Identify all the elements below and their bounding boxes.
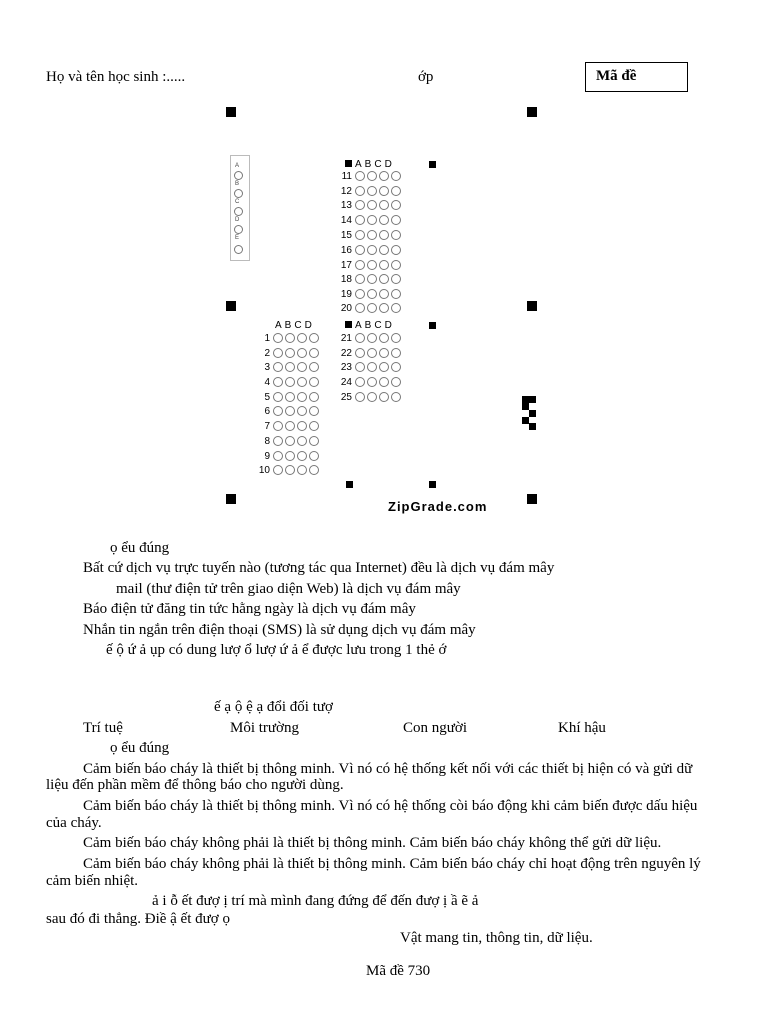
bubble-b[interactable]	[367, 274, 377, 284]
bubble-b[interactable]	[367, 289, 377, 299]
registration-mark	[429, 161, 436, 168]
id-bubble[interactable]	[234, 171, 243, 180]
bubble-d[interactable]	[391, 260, 401, 270]
bubble-b[interactable]	[367, 260, 377, 270]
bubble-a[interactable]	[273, 465, 283, 475]
bubble-d[interactable]	[391, 245, 401, 255]
footer-exam-code: Mã đề 730	[366, 963, 431, 979]
bubble-d[interactable]	[391, 392, 401, 402]
class-label: ớp	[418, 69, 434, 85]
bubble-a[interactable]	[355, 245, 365, 255]
bubble-a[interactable]	[273, 392, 283, 402]
bubble-b[interactable]	[285, 436, 295, 446]
bubble-b[interactable]	[285, 377, 295, 387]
answer-row: 12	[338, 186, 403, 200]
bubble-c[interactable]	[297, 362, 307, 372]
bubble-d[interactable]	[391, 348, 401, 358]
bubble-d[interactable]	[391, 333, 401, 343]
bubble-a[interactable]	[355, 274, 365, 284]
bubble-a[interactable]	[355, 289, 365, 299]
id-bubble[interactable]	[234, 225, 243, 234]
bubble-c[interactable]	[379, 392, 389, 402]
answer-option: Khí hậu	[558, 720, 606, 736]
id-bubble[interactable]	[234, 245, 243, 254]
bubble-a[interactable]	[355, 392, 365, 402]
bubble-c[interactable]	[297, 348, 307, 358]
bubble-a[interactable]	[355, 230, 365, 240]
answer-row: 21	[338, 333, 403, 347]
bubble-a[interactable]	[355, 348, 365, 358]
bubble-a[interactable]	[355, 260, 365, 270]
column-header-left: ABCD	[275, 320, 315, 331]
bubble-a[interactable]	[355, 377, 365, 387]
bubble-c[interactable]	[379, 377, 389, 387]
registration-mark	[226, 107, 236, 117]
bubble-c[interactable]	[379, 289, 389, 299]
answer-row: 5	[256, 392, 321, 406]
bubble-c[interactable]	[297, 465, 307, 475]
answer-row: 19	[338, 289, 403, 303]
bubble-d[interactable]	[391, 215, 401, 225]
bubble-a[interactable]	[355, 171, 365, 181]
bubble-a[interactable]	[273, 348, 283, 358]
id-letter: B	[235, 181, 240, 187]
answer-row: 23	[338, 362, 403, 376]
answer-option-continued: cảm biến nhiệt.	[46, 873, 139, 889]
bubble-b[interactable]	[367, 303, 377, 313]
bubble-a[interactable]	[355, 215, 365, 225]
bubble-a[interactable]	[273, 421, 283, 431]
answer-option: Cảm biến báo cháy là thiết bị thông minh. Vì nó có hệ thống còi báo động khi cảm biến được dấu hiệu	[83, 798, 698, 814]
answer-row: 2	[256, 348, 321, 362]
bubble-c[interactable]	[297, 333, 307, 343]
bubble-c[interactable]	[297, 377, 307, 387]
student-name-label: Họ và tên học sinh :.....	[46, 69, 186, 85]
answer-row: 10	[256, 465, 321, 479]
bubble-b[interactable]	[285, 451, 295, 461]
bubble-d[interactable]	[309, 451, 319, 461]
bubble-b[interactable]	[367, 200, 377, 210]
bubble-d[interactable]	[309, 333, 319, 343]
bubble-c[interactable]	[379, 362, 389, 372]
bubble-c[interactable]	[379, 171, 389, 181]
answer-option-continued: của cháy.	[46, 815, 102, 831]
bubble-b[interactable]	[285, 348, 295, 358]
answer-option: Môi trường	[230, 720, 299, 736]
bubble-b[interactable]	[367, 215, 377, 225]
answer-row: 18	[338, 274, 403, 288]
answer-row: 15	[338, 230, 403, 244]
bubble-b[interactable]	[367, 245, 377, 255]
bubble-a[interactable]	[273, 377, 283, 387]
answer-option: Cảm biến báo cháy không phải là thiết bị thông minh. Cảm biến báo cháy không thể gửi dữ liệu.	[83, 835, 662, 851]
bubble-a[interactable]	[355, 362, 365, 372]
bubble-a[interactable]	[355, 333, 365, 343]
column-header-right-top: ABCD	[345, 159, 395, 170]
bubble-c[interactable]	[297, 436, 307, 446]
answer-row: 24	[338, 377, 403, 391]
bubble-c[interactable]	[379, 186, 389, 196]
bubble-d[interactable]	[391, 289, 401, 299]
registration-mark	[226, 494, 236, 504]
exam-code-label: Mã đề	[596, 68, 637, 84]
question-stem: ả i ỗ ết đượ ị trí mà mình đang đứng để đến đượ ị ầ ẽ ả	[152, 893, 479, 909]
answer-option: Bất cứ dịch vụ trực tuyến nào (tương tác qua Internet) đều là dịch vụ đám mây	[83, 560, 555, 576]
bubble-c[interactable]	[379, 230, 389, 240]
bubble-d[interactable]	[391, 303, 401, 313]
answer-row: 25	[338, 392, 403, 406]
registration-mark	[527, 107, 537, 117]
bubble-d[interactable]	[309, 348, 319, 358]
bubble-b[interactable]	[285, 333, 295, 343]
answer-option: mail (thư điện tử trên giao diện Web) là dịch vụ đám mây	[116, 581, 461, 597]
bubble-b[interactable]	[285, 362, 295, 372]
answer-row: 1	[256, 333, 321, 347]
answer-row: 8	[256, 436, 321, 450]
bubble-d[interactable]	[391, 362, 401, 372]
registration-mark	[346, 481, 353, 488]
bubble-c[interactable]	[379, 200, 389, 210]
bubble-c[interactable]	[379, 245, 389, 255]
bubble-d[interactable]	[309, 362, 319, 372]
id-letter: E	[235, 235, 240, 241]
answer-option: Cảm biến báo cháy không phải là thiết bị thông minh. Cảm biến báo cháy chỉ hoạt động trên nguyên lý	[83, 856, 701, 872]
bubble-b[interactable]	[367, 230, 377, 240]
bubble-c[interactable]	[297, 406, 307, 416]
bubble-d[interactable]	[391, 171, 401, 181]
answer-option: Trí tuệ	[83, 720, 123, 736]
bubble-b[interactable]	[367, 186, 377, 196]
bubble-d[interactable]	[309, 392, 319, 402]
bubble-a[interactable]	[355, 200, 365, 210]
bubble-a[interactable]	[273, 451, 283, 461]
answer-row: 14	[338, 215, 403, 229]
bubble-c[interactable]	[379, 348, 389, 358]
bubble-d[interactable]	[391, 377, 401, 387]
bubble-c[interactable]	[379, 260, 389, 270]
bubble-d[interactable]	[309, 421, 319, 431]
answer-row: 13	[338, 200, 403, 214]
answer-option: Báo điện tử đăng tin tức hằng ngày là dịch vụ đám mây	[83, 601, 416, 617]
zipgrade-logo: ZipGrade.com	[388, 499, 488, 514]
bubble-d[interactable]	[391, 230, 401, 240]
answer-row: 16	[338, 245, 403, 259]
bubble-a[interactable]	[355, 186, 365, 196]
bubble-a[interactable]	[273, 436, 283, 446]
bubble-b[interactable]	[367, 348, 377, 358]
bubble-b[interactable]	[367, 171, 377, 181]
registration-mark	[429, 481, 436, 488]
column-header-right-bottom: ABCD	[345, 320, 395, 331]
bubble-d[interactable]	[309, 406, 319, 416]
bubble-b[interactable]	[367, 392, 377, 402]
bubble-d[interactable]	[391, 186, 401, 196]
bubble-c[interactable]	[379, 274, 389, 284]
bubble-b[interactable]	[367, 333, 377, 343]
answer-option: Vật mang tin, thông tin, dữ liệu.	[400, 930, 593, 946]
question-stem: ế ạ ộ ệ ạ đổi đối tượ	[214, 699, 333, 715]
registration-mark	[527, 494, 537, 504]
bubble-d[interactable]	[309, 436, 319, 446]
id-letter: C	[235, 199, 240, 205]
answer-row: 17	[338, 260, 403, 274]
bubble-b[interactable]	[285, 465, 295, 475]
id-bubble[interactable]	[234, 189, 243, 198]
exam-code-box	[585, 62, 688, 92]
bubble-d[interactable]	[309, 465, 319, 475]
bubble-d[interactable]	[309, 377, 319, 387]
registration-mark	[429, 322, 436, 329]
bubble-a[interactable]	[273, 406, 283, 416]
id-letter: A	[235, 163, 240, 169]
registration-mark	[527, 301, 537, 311]
bubble-c[interactable]	[297, 451, 307, 461]
bubble-d[interactable]	[391, 274, 401, 284]
bubble-b[interactable]	[367, 377, 377, 387]
answer-option: Cảm biến báo cháy là thiết bị thông minh. Vì nó có hệ thống kết nối với các thiết bị hiện có và gửi dữ	[83, 761, 693, 777]
answer-row: 7	[256, 421, 321, 435]
id-letter: D	[235, 217, 240, 223]
id-bubble[interactable]	[234, 207, 243, 216]
bubble-a[interactable]	[273, 333, 283, 343]
answer-option-continued: liệu đến phần mềm để thông báo cho người dùng.	[46, 777, 344, 793]
bubble-c[interactable]	[379, 215, 389, 225]
answer-row: 4	[256, 377, 321, 391]
bubble-c[interactable]	[379, 303, 389, 313]
bubble-c[interactable]	[297, 421, 307, 431]
bubble-c[interactable]	[297, 392, 307, 402]
answer-option: Nhắn tin ngắn trên điện thoại (SMS) là sử dụng dịch vụ đám mây	[83, 622, 476, 638]
answer-row: 20	[338, 303, 403, 317]
question-stem: ọ ểu đúng	[110, 740, 170, 756]
answer-row: 3	[256, 362, 321, 376]
question-stem-continued: sau đó đi thẳng. Điề ậ ết đượ ọ	[46, 911, 230, 927]
bubble-b[interactable]	[285, 421, 295, 431]
question-stem: ọ ểu đúng	[110, 540, 170, 556]
bubble-b[interactable]	[285, 406, 295, 416]
answer-row: 11	[338, 171, 403, 185]
bubble-b[interactable]	[285, 392, 295, 402]
answer-option: Con người	[403, 720, 467, 736]
bubble-c[interactable]	[379, 333, 389, 343]
bubble-a[interactable]	[355, 303, 365, 313]
bubble-a[interactable]	[273, 362, 283, 372]
answer-row: 6	[256, 406, 321, 420]
answer-row: 22	[338, 348, 403, 362]
registration-mark	[226, 301, 236, 311]
question-stem: ế ộ ứ ả ụp có dung lượ ổ lượ ứ ả ể được lưu trong 1 thẻ ớ	[106, 642, 447, 658]
answer-row: 9	[256, 451, 321, 465]
bubble-b[interactable]	[367, 362, 377, 372]
bubble-d[interactable]	[391, 200, 401, 210]
